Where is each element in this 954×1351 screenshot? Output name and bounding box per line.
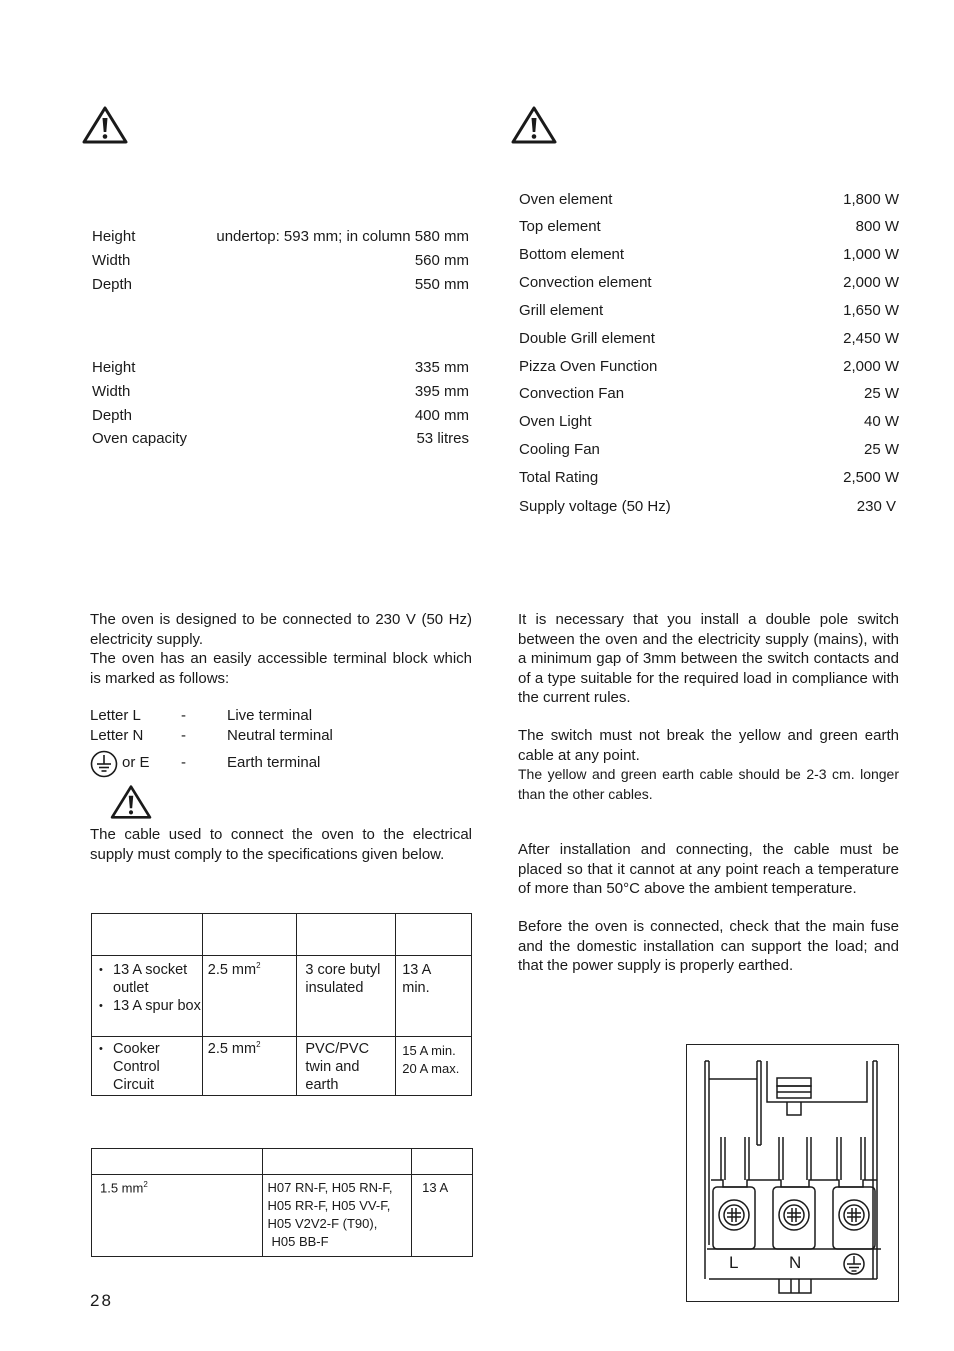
rating-row	[519, 441, 899, 458]
terminal-name: Earth terminal	[227, 754, 321, 771]
terminal-letter: Letter L	[90, 707, 141, 724]
table-header-row	[92, 914, 472, 956]
table-cell	[396, 956, 472, 1037]
table-cell	[92, 1037, 203, 1096]
rating-label: Bottom element	[519, 246, 625, 263]
rating-label: Cooling Fan	[519, 441, 600, 458]
rating-row	[519, 302, 899, 319]
rating-label: Top element	[519, 218, 601, 235]
rating-label: Pizza Oven Function	[519, 358, 658, 375]
rating-value: 230 V	[856, 498, 896, 515]
rating-row	[519, 498, 896, 515]
connection-intro	[90, 610, 472, 688]
cable-type: H05 V2V2-F (T90),	[267, 1216, 378, 1231]
dimension-row	[92, 407, 469, 424]
fuse-value: min.	[402, 980, 430, 996]
table-row	[92, 1175, 473, 1257]
terminal-letter: or E	[122, 754, 150, 771]
table-header-row	[92, 1149, 473, 1175]
paragraph: The cable used to connect the oven to the electrical supply must comply to the specifications given below.	[90, 826, 472, 863]
rating-row	[519, 385, 899, 402]
dimension-row	[92, 228, 469, 245]
list-item: • Cooker Control Circuit	[92, 1040, 202, 1094]
terminal-name: Neutral terminal	[227, 727, 333, 744]
rating-label: Oven Light	[519, 413, 592, 430]
dimension-value: 550 mm	[414, 276, 469, 293]
temperature-note	[518, 840, 899, 899]
table-cell	[396, 1037, 472, 1096]
rating-label: Convection Fan	[519, 385, 625, 402]
paragraph: After installation and connecting, the cable must be placed so that it cannot at any point reach a temperature of more than 50°C above the ambient temperature.	[518, 841, 899, 897]
dimension-row	[92, 430, 469, 447]
table-header-cell	[262, 1149, 412, 1175]
paragraph: Before the oven is connected, check that the main fuse and the domestic installation can support the load; and that the power supply is properly earthed.	[518, 918, 899, 974]
terminal-block-illustration	[686, 1044, 899, 1302]
dimension-value: 53 litres	[416, 430, 469, 447]
warning-icon	[510, 105, 558, 145]
table-header-cell	[92, 914, 203, 956]
cable-size: 2.5 mm	[207, 961, 257, 978]
dimension-row	[92, 276, 469, 293]
dash: -	[181, 707, 186, 724]
cable-size: 1.5 mm	[100, 1180, 144, 1196]
dash: -	[181, 727, 186, 744]
dimension-value: 335 mm	[414, 359, 469, 376]
rating-label: Convection element	[519, 274, 652, 291]
rating-value: 1,800 W	[843, 191, 899, 208]
paragraph: The oven is designed to be connected to 230 V (50 Hz) electricity supply.	[90, 611, 472, 648]
fuse-value: 15 A min.	[402, 1043, 456, 1058]
list-item: • 13 A socket outlet	[92, 961, 202, 997]
table-row	[92, 956, 472, 1037]
rating-value: 25 W	[863, 441, 899, 458]
table-cell	[202, 956, 297, 1037]
rating-value: 40 W	[863, 413, 899, 430]
paragraph: It is necessary that you install a double pole switch between the oven and the electricity supply (mains), with a minimum gap of 3mm between the switch contacts and of a type suitable for the required load in compliance with the current rules.	[518, 611, 899, 706]
rating-label: Supply voltage (50 Hz)	[519, 498, 671, 515]
dimension-label: Height	[92, 228, 136, 245]
paragraph: The oven has an easily accessible terminal block which is marked as follows:	[90, 650, 472, 687]
paragraph: The switch must not break the yellow and green earth cable at any point.	[518, 727, 899, 764]
rating-label: Grill element	[519, 302, 604, 319]
paragraph: The yellow and green earth cable should be 2-3 cm. longer than the other cables.	[518, 766, 899, 802]
dimension-label: Width	[92, 383, 131, 400]
table-cell	[297, 956, 396, 1037]
rating-row	[519, 274, 899, 291]
dimension-label: Oven capacity	[92, 430, 188, 447]
table-cell	[262, 1175, 412, 1257]
list-item: • 13 A spur box	[92, 997, 202, 1015]
rating-value: 2,000 W	[843, 358, 899, 375]
switch-requirement	[518, 610, 899, 708]
rating-value: 2,500 W	[843, 469, 899, 486]
rating-value: 800 W	[855, 218, 899, 235]
dimension-value: 400 mm	[414, 407, 469, 424]
fuse-value: 13 A	[402, 962, 432, 978]
table-cell	[412, 1175, 473, 1257]
dimension-value: 560 mm	[414, 252, 469, 269]
table-row	[92, 1037, 472, 1096]
table-cell	[297, 1037, 396, 1096]
table-cell	[92, 1175, 263, 1257]
rating-row	[519, 246, 899, 263]
fuse-check-note	[518, 917, 899, 976]
rating-row	[519, 413, 899, 430]
table-header-cell	[297, 914, 396, 956]
rating-value: 1,000 W	[843, 246, 899, 263]
cable-table	[91, 913, 472, 1096]
cable-spec-note	[90, 825, 472, 864]
cable-type: H05 RR-F, H05 VV-F,	[267, 1198, 391, 1213]
page-number: 28	[90, 1291, 113, 1310]
dimension-row	[92, 252, 469, 269]
warning-icon	[81, 105, 129, 145]
dimension-row	[92, 383, 469, 400]
rating-value: 1,650 W	[843, 302, 899, 319]
rating-row	[519, 330, 899, 347]
superscript: 2	[143, 1180, 148, 1189]
rating-label: Oven element	[519, 191, 613, 208]
flex-cable-table	[91, 1148, 473, 1257]
rating-value: 2,450 W	[843, 330, 899, 347]
warning-icon	[108, 784, 154, 820]
table-cell	[202, 1037, 297, 1096]
terminal-label-neutral: N	[789, 1253, 802, 1272]
table-header-cell	[396, 914, 472, 956]
rating-row	[519, 358, 899, 375]
cable-size: 2.5 mm	[207, 1040, 257, 1057]
rating-value: 2,000 W	[843, 274, 899, 291]
rating-row	[519, 218, 899, 235]
dash: -	[181, 754, 186, 771]
cable-type: H07 RN-F, H05 RN-F,	[267, 1180, 393, 1195]
cable-type: H05 BB-F	[271, 1234, 329, 1249]
rating-row	[519, 469, 899, 486]
rating-label: Double Grill element	[519, 330, 655, 347]
table-header-cell	[202, 914, 297, 956]
table-cell	[92, 956, 203, 1037]
rating-value: 25 W	[863, 385, 899, 402]
fuse-value: 20 A max.	[402, 1061, 460, 1076]
dimension-value: 395 mm	[414, 383, 469, 400]
dimension-value: undertop: 593 mm; in column 580 mm	[216, 228, 469, 245]
superscript: 2	[256, 961, 261, 970]
dimension-label: Height	[92, 359, 136, 376]
rating-row	[519, 191, 899, 208]
dimension-row	[92, 359, 469, 376]
dimension-label: Width	[92, 252, 131, 269]
terminal-letter: Letter N	[90, 727, 144, 744]
fuse-value: 13 A	[422, 1180, 449, 1195]
table-header-cell	[92, 1149, 263, 1175]
earth-cable-note	[518, 726, 899, 804]
dimension-label: Depth	[92, 407, 133, 424]
rating-label: Total Rating	[519, 469, 599, 486]
terminal-name: Live terminal	[227, 707, 313, 724]
terminal-label-live: L	[729, 1253, 739, 1272]
superscript: 2	[256, 1040, 261, 1049]
dimension-label: Depth	[92, 276, 133, 293]
cable-type: PVC/PVC twin and earth	[305, 1041, 370, 1093]
table-header-cell	[412, 1149, 473, 1175]
earth-icon	[89, 750, 119, 778]
cable-type: 3 core butyl insulated	[305, 962, 381, 996]
